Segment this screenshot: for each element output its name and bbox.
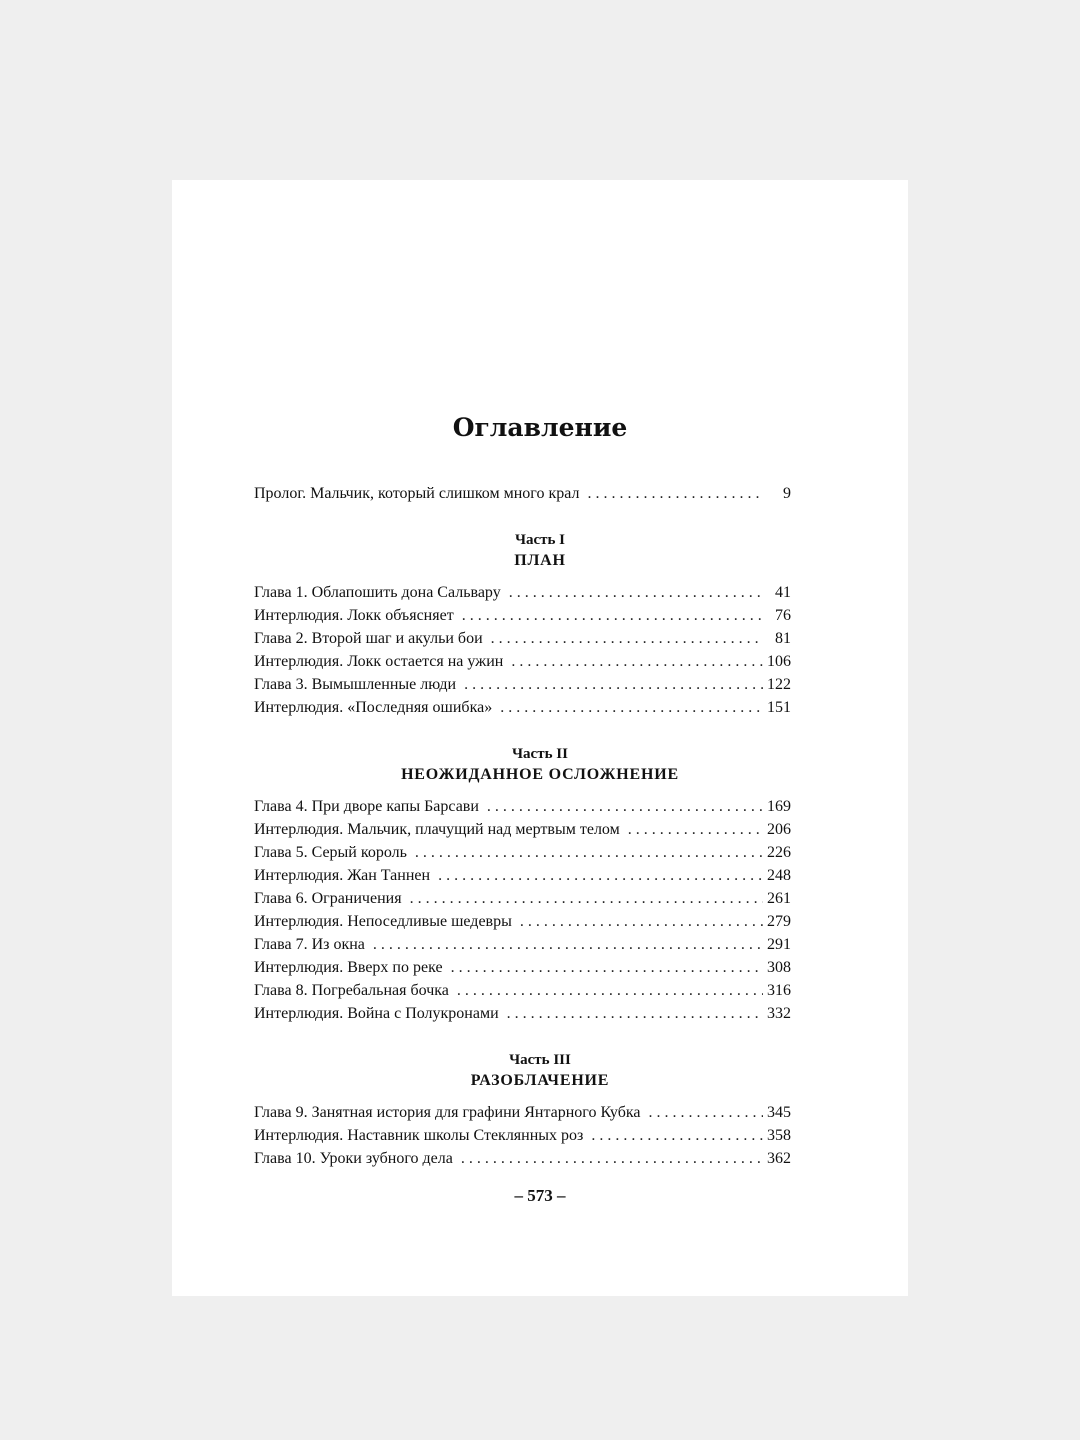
- dot-leader: [461, 1147, 763, 1170]
- toc-entry: [254, 956, 791, 979]
- toc-entry-page: 248: [767, 867, 791, 884]
- toc-entry: [254, 933, 791, 956]
- toc-entry: [254, 1124, 791, 1147]
- dot-leader: [587, 482, 763, 505]
- dot-leader: [628, 818, 763, 841]
- part-number: Часть I: [514, 532, 566, 548]
- toc-entry: [254, 650, 791, 673]
- toc-entry-label: Интерлюдия. «Последняя ошибка»: [254, 699, 493, 716]
- toc-entry: [254, 910, 791, 933]
- part-title: НЕОЖИДАННОЕ ОСЛОЖНЕНИЕ: [401, 766, 679, 783]
- toc-entry-label: Интерлюдия. Война с Полукронами: [254, 1005, 499, 1022]
- toc-entry-page: 261: [767, 890, 791, 907]
- dot-leader: [415, 841, 763, 864]
- dot-leader: [648, 1101, 763, 1124]
- part-heading: [172, 530, 908, 572]
- toc-entry-label: Глава 5. Серый король: [254, 844, 407, 861]
- dot-leader: [500, 696, 763, 719]
- dot-leader: [509, 581, 763, 604]
- toc-entry-page: 122: [767, 676, 791, 693]
- toc-entry-label: Интерлюдия. Мальчик, плачущий над мертвым телом: [254, 821, 620, 838]
- dot-leader: [451, 956, 763, 979]
- toc-entry-label: Интерлюдия. Непоседливые шедевры: [254, 913, 512, 930]
- toc-entry: [254, 818, 791, 841]
- toc-entry-label: Глава 4. При дворе капы Барсави: [254, 798, 479, 815]
- toc-entry-label: Глава 7. Из окна: [254, 936, 365, 953]
- toc-entry-label: Интерлюдия. Локк объясняет: [254, 607, 454, 624]
- toc-entry-page: 169: [767, 798, 791, 815]
- toc-entry-label: Глава 1. Облапошить дона Сальвару: [254, 584, 501, 601]
- part-title: РАЗОБЛАЧЕНИЕ: [470, 1072, 610, 1089]
- toc-entry-label: Глава 2. Второй шаг и акульи бои: [254, 630, 483, 647]
- toc-entry-label: Интерлюдия. Жан Таннен: [254, 867, 431, 884]
- toc-entry-page: 9: [783, 485, 791, 502]
- toc-entry-page: 316: [767, 982, 791, 999]
- toc-entry-page: 76: [775, 607, 791, 624]
- toc-entry-page: 358: [767, 1127, 791, 1144]
- dot-leader: [410, 887, 763, 910]
- toc-entry-label: Интерлюдия. Наставник школы Стеклянных роз: [254, 1127, 584, 1144]
- page-number: – 573 –: [514, 1186, 566, 1205]
- toc-entry-label: Глава 6. Ограничения: [254, 890, 402, 907]
- toc-entry: [254, 581, 791, 604]
- toc-entry: [254, 696, 791, 719]
- part-title: ПЛАН: [514, 552, 566, 569]
- part-number: Часть III: [509, 1052, 571, 1068]
- toc-entry-label: Пролог. Мальчик, который слишком много крал: [254, 485, 580, 502]
- toc-entry-label: Глава 3. Вымышленные люди: [254, 676, 457, 693]
- toc-entry-label: Глава 9. Занятная история для графини Янтарного Кубка: [254, 1104, 641, 1121]
- toc-entry: [254, 673, 791, 696]
- toc-entry-page: 345: [767, 1104, 791, 1121]
- toc-entry-label: Интерлюдия. Локк остается на ужин: [254, 653, 504, 670]
- toc-entry: [254, 864, 791, 887]
- toc-entry-page: 308: [767, 959, 791, 976]
- toc-entry-label: Глава 8. Погребальная бочка: [254, 982, 449, 999]
- book-page: [172, 180, 908, 1296]
- toc-entry-page: 41: [775, 584, 791, 601]
- toc-entry: [254, 604, 791, 627]
- dot-leader: [373, 933, 763, 956]
- dot-leader: [462, 604, 763, 627]
- dot-leader: [464, 673, 763, 696]
- toc-entry-page: 226: [767, 844, 791, 861]
- toc-entry-page: 81: [775, 630, 791, 647]
- toc-entry: [254, 1101, 791, 1124]
- toc-entry-prologue: [254, 482, 791, 505]
- toc-entry: [254, 841, 791, 864]
- toc-entry-page: 279: [767, 913, 791, 930]
- dot-leader: [487, 795, 763, 818]
- toc-entry-page: 206: [767, 821, 791, 838]
- toc-entry-label: Глава 10. Уроки зубного дела: [254, 1150, 453, 1167]
- toc-entry: [254, 979, 791, 1002]
- toc-entry: [254, 795, 791, 818]
- toc-entry: [254, 887, 791, 910]
- dot-leader: [507, 1002, 763, 1025]
- toc-entry-page: 106: [767, 653, 791, 670]
- toc-entry: [254, 1147, 791, 1170]
- dot-leader: [438, 864, 763, 887]
- dot-leader: [491, 627, 763, 650]
- toc-entry: [254, 1002, 791, 1025]
- toc-entry-page: 332: [767, 1005, 791, 1022]
- dot-leader: [457, 979, 763, 1002]
- toc-entry-page: 151: [767, 699, 791, 716]
- part-heading: [172, 1050, 908, 1092]
- toc-entry-page: 362: [767, 1150, 791, 1167]
- dot-leader: [591, 1124, 763, 1147]
- part-number: Часть II: [512, 746, 568, 762]
- dot-leader: [520, 910, 763, 933]
- dot-leader: [511, 650, 763, 673]
- toc-entry-label: Интерлюдия. Вверх по реке: [254, 959, 443, 976]
- part-heading: [172, 744, 908, 786]
- page-title: Оглавление: [452, 413, 628, 442]
- toc-entry: [254, 627, 791, 650]
- toc-entry-page: 291: [767, 936, 791, 953]
